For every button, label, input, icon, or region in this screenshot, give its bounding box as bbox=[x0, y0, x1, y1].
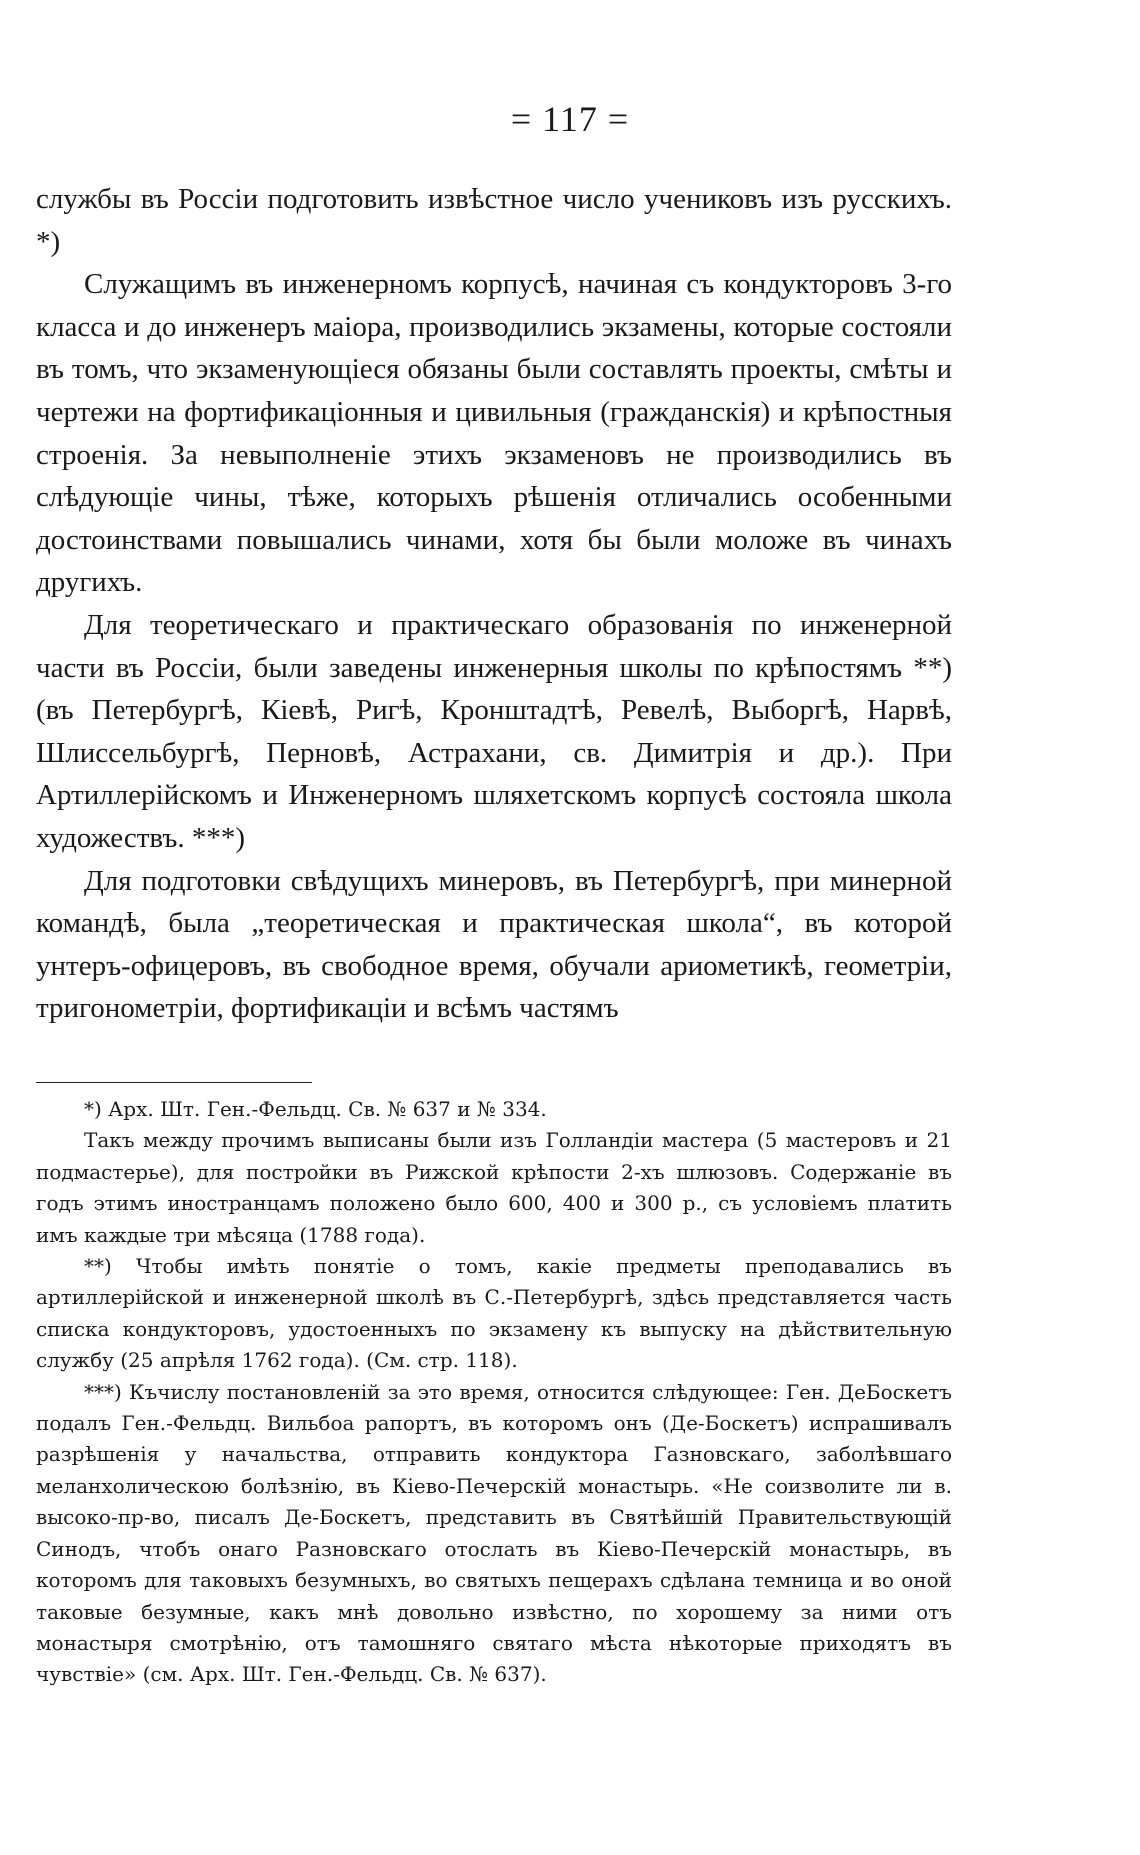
footnote-2: **) Чтобы имѣть понятіе о томъ, какіе предметы преподавались въ артиллерійской и инженерной школѣ въ С.-Петербургѣ, здѣсь представляется часть списка кондукторовъ, удостоенныхъ по экзамену къ выпуску на дѣйствительную службу (25 апрѣля 1762 года). (См. стр. 118). bbox=[36, 1254, 952, 1373]
footnote-1-reference: *) Арх. Шт. Ген.-Фельдц. Св. № 637 и № 334. bbox=[84, 1097, 547, 1121]
paragraph-2: Служащимъ въ инженерномъ корпусѣ, начиная съ кондукторовъ 3-го класса и до инженеръ маіора, производились экзамены, которые состояли въ томъ, что экзаменующіеся обязаны были составлять проекты, смѣты и чертежи на фортификаціонныя и цивильныя (гражданскія) и крѣпостныя строенія. За невыполненіе этихъ экзаменовъ не производились въ слѣдующіе чины, тѣже, которыхъ рѣшенія отличались особенными достоинствами повышались чинами, хотя бы были моложе въ чинахъ другихъ. bbox=[36, 268, 952, 599]
footnotes bbox=[36, 1094, 952, 1691]
footnote-3: ***) Къчислу постановленій за это время, относится слѣдующее: Ген. ДеБоскетъ подалъ Ген.-Фельдц. Вильбоа рапортъ, въ которомъ онъ (Де-Боскетъ) испрашивалъ разрѣшенія у начальства, отправить кондуктора Газновскаго, заболѣвшаго меланхолическою болѣзнію, въ Кіево-Печерскій монастырь. «Не соизволите ли в. высоко-пр-во, писалъ Де-Боскетъ, представить въ Святѣйшій Правительствующій Синодъ, чтобъ онаго Разновскаго отослать въ Кіево-Печерскій монастырь, въ которомъ для таковыхъ безумныхъ, во святыхъ пещерахъ сдѣлана темница и во оной таковые безумные, какъ мнѣ довольно извѣстно, по хорошему за ними отъ монастыря смотрѣнію, отъ тамошняго святаго мѣста нѣкоторые приходятъ въ чувствіе» (см. Арх. Шт. Ген.-Фельдц. Св. № 637). bbox=[36, 1379, 952, 1687]
main-text bbox=[36, 178, 952, 1030]
footnote-divider bbox=[36, 1082, 312, 1083]
paragraph-3: Для теоретическаго и практическаго образованія по инженерной части въ Россіи, были заведены инженерныя школы по крѣпостямъ **) (въ Петербургѣ, Кіевѣ, Ригѣ, Кронштадтѣ, Ревелѣ, Выборгѣ, Нарвѣ, Шлиссельбургѣ, Перновѣ, Астрахани, св. Димитрія и др.). При Артиллерійскомъ и Инженерномъ шляхетскомъ корпусѣ состояла школа художествъ. ***) bbox=[36, 608, 952, 854]
footnote-1-text: Такъ между прочимъ выписаны были изъ Голландіи мастера (5 мастеровъ и 21 подмастерье), для постройки въ Рижской крѣпости 2-хъ шлюзовъ. Содержаніе въ годъ этимъ иностранцамъ положено было 600, 400 и 300 р., съ условіемъ платить имъ каждые три мѣсяца (1788 года). bbox=[36, 1128, 952, 1247]
paragraph-1: службы въ Россіи подготовить извѣстное число учениковъ изъ русскихъ. *) bbox=[36, 183, 952, 258]
paragraph-4: Для подготовки свѣдущихъ минеровъ, въ Петербургѣ, при минерной командѣ, была „теоретическая и практическая школа“, въ которой унтеръ-офицеровъ, въ свободное время, обучали ариометикѣ, геометріи, тригонометріи, фортификаціи и всѣмъ частямъ bbox=[36, 864, 952, 1025]
page-number: = 117 = bbox=[510, 99, 630, 139]
